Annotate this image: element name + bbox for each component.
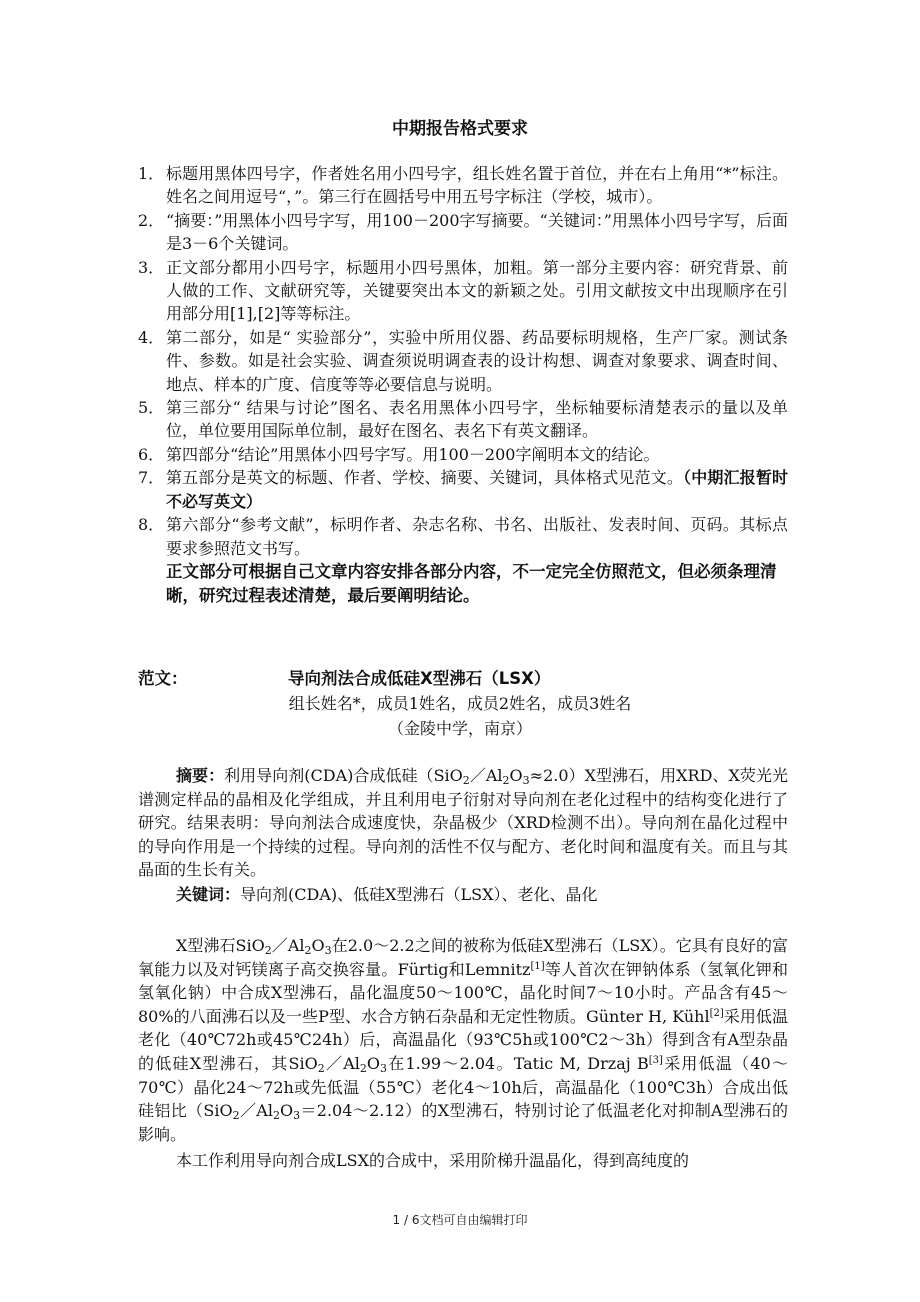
list-item (138, 326, 788, 396)
body-text: ／Al (324, 1053, 360, 1073)
item-number: 6． (138, 444, 165, 464)
list-item (138, 209, 788, 256)
item-text: 正文部分都用小四号字，标题用小四号黑体，加粗。第一部分主要内容：研究背景、前人做的工作、文献研究等，关键要突出本文的新颖之处。引用文献按文中出现顺序在引用部分用[1],[2]等等标注。 (166, 257, 788, 324)
body-text: ＝2.04～2.12）的X型沸石，特别讨论了低温老化对抑制A型沸石的影响。 (138, 1101, 788, 1144)
subscript: 2 (502, 774, 510, 787)
item-number: 4． (138, 327, 165, 347)
item-number: 3． (138, 257, 165, 277)
body-text: ／Al (239, 1101, 273, 1121)
sample-heading (138, 665, 788, 691)
sample-affiliation: （金陵中学，南京） (387, 719, 532, 738)
list-item (138, 256, 788, 326)
item-number: 5． (138, 398, 165, 418)
abstract-paragraph (138, 764, 788, 882)
emphasis-note: 正文部分可根据自己文章内容安排各部分内容，不一定完全仿照范文，但必须条理清晰，研究过程表述清楚，最后要阐明结论。 (166, 561, 777, 605)
body-text: 在1.99～2.04。Tatic M, Drzaj B (387, 1053, 649, 1073)
list-item (138, 162, 788, 209)
list-item (138, 396, 788, 443)
intro-paragraph (138, 934, 788, 1146)
subscript: 3 (293, 1109, 301, 1123)
subscript: 3 (522, 774, 530, 787)
subscript: 2 (232, 1109, 240, 1123)
citation-ref: [1] (530, 960, 545, 972)
work-paragraph: 本工作利用导向剂合成LSX的合成中，采用阶梯升温晶化，得到高纯度的 (176, 1151, 689, 1170)
keywords-label: 关键词： (176, 885, 241, 904)
item-text: 标题用黑体四号字，作者姓名用小四号字，组长姓名置于首位，并在右上角用“*”标注。姓名之间用逗号“，”。第三行在圆括号中用五号字标注（学校，城市）。 (166, 164, 788, 207)
body-text: ／Al (271, 936, 305, 955)
item-bold-note: （中期汇报暂时不必写英文） (166, 468, 788, 511)
body-text: 采用低温老化（40℃72h或45℃24h）后，高温晶化（93℃5h或100℃2～3h）得到含有A型杂晶的低硅X型沸石，其SiO (138, 1006, 788, 1073)
subscript: 2 (359, 1061, 367, 1075)
keywords-line (138, 883, 788, 907)
subscript: 3 (380, 1061, 388, 1075)
page-footer: 1 / 6文档可自由编辑打印 (392, 1213, 528, 1227)
requirements-list (138, 162, 788, 608)
abstract-text: ≈2.0）X型沸石，用XRD、X荧光光谱测定样品的晶相及化学组成，并且利用电子衍射对导向剂在老化过程中的结构变化进行了研究。结果表明：导向剂法合成速度快，杂晶极少（XRD检测不出）。导向剂在晶化过程中的导向作用是一个持续的过程。导向剂的活性不仅与配方、老化时间和温度有关。而且与其晶面的生长有关。 (138, 766, 788, 880)
subscript: 2 (317, 1061, 325, 1075)
subscript: 2 (304, 944, 312, 957)
abstract-label: 摘要： (176, 766, 225, 785)
item-text: “摘要：”用黑体小四号字写，用100－200字写摘要。“关键词：”用黑体小四号字写，后面是3－6个关键词。 (166, 210, 788, 254)
item-text (166, 466, 788, 513)
body-text: O (311, 936, 325, 955)
sample-authors: 组长姓名*，成员1姓名，成员2姓名，成员3姓名 (288, 694, 632, 713)
keywords-text: 导向剂(CDA)、低硅X型沸石（LSX）、老化、晶化 (240, 885, 598, 904)
body-text: O (366, 1053, 381, 1073)
list-item (138, 513, 788, 560)
body-text: 采用低温（40～70℃）晶化24～72h或先低温（55℃）老化4～10h后，高温晶化（100℃3h）合成出低硅铝比（SiO (138, 1053, 788, 1121)
item-text: 第四部分“结论”用黑体小四号字写。用100－200字阐明本文的结论。 (166, 444, 660, 464)
body-text: O (279, 1101, 294, 1121)
list-item (138, 466, 788, 513)
body-text: 在2.0～2.2之间的被称为低硅X型沸石（LSX）。它具有良好的富氧能力以及对钙镁离子高交换容量。Fürtig和Lemnitz (138, 936, 788, 979)
item-number: 2． (138, 210, 165, 230)
body-text: X型沸石SiO (176, 936, 265, 955)
sample-label: 范文： (138, 669, 188, 688)
citation-ref: [2] (709, 1007, 724, 1019)
sample-title: 导向剂法合成低硅X型沸石（LSX） (288, 669, 551, 688)
page-title: 中期报告格式要求 (392, 119, 528, 139)
subscript: 2 (272, 1109, 280, 1123)
item-text-main: 第五部分是英文的标题、作者、学校、摘要、关键词，具体格式见范文。 (166, 468, 684, 488)
item-number: 7． (138, 468, 165, 488)
subscript: 2 (264, 944, 272, 957)
abstract-text: O (509, 766, 523, 785)
subscript: 3 (324, 944, 332, 957)
citation-ref: [3] (648, 1054, 663, 1066)
item-text: 第六部分“参考文献”，标明作者、杂志名称、书名、出版社、发表时间、页码。其标点要求参照范文书写。 (166, 515, 788, 558)
item-text: 第二部分，如是“ 实验部分”，实验中所用仪器、药品要标明规格，生产厂家。测试条件、参数。如是社会实验、调查须说明调查表的设计构想、调查对象要求、调查时间、地点、样本的广度、信度等等必要信息与说明。 (166, 327, 788, 394)
subscript: 2 (462, 774, 470, 787)
abstract-text: 利用导向剂(CDA)合成低硅（SiO (224, 766, 463, 785)
item-number: 1． (138, 164, 165, 183)
abstract-text: ／Al (469, 766, 503, 785)
body-text: 等人首次在钾钠体系（氢氧化钾和氢氧化钠）中合成X型沸石，晶化温度50～100℃，晶化时间7～10小时。产品含有45～80%的八面沸石以及一些P型、水合方钠石杂晶和无定性物质。Günter H, Kühl (138, 959, 788, 1026)
item-number: 8． (138, 515, 165, 535)
list-item (138, 443, 788, 466)
item-text: 第三部分“ 结果与讨论”图名、表名用黑体小四号字，坐标轴要标清楚表示的量以及单位，单位要用国际单位制，最好在图名、表名下有英文翻译。 (166, 398, 788, 441)
